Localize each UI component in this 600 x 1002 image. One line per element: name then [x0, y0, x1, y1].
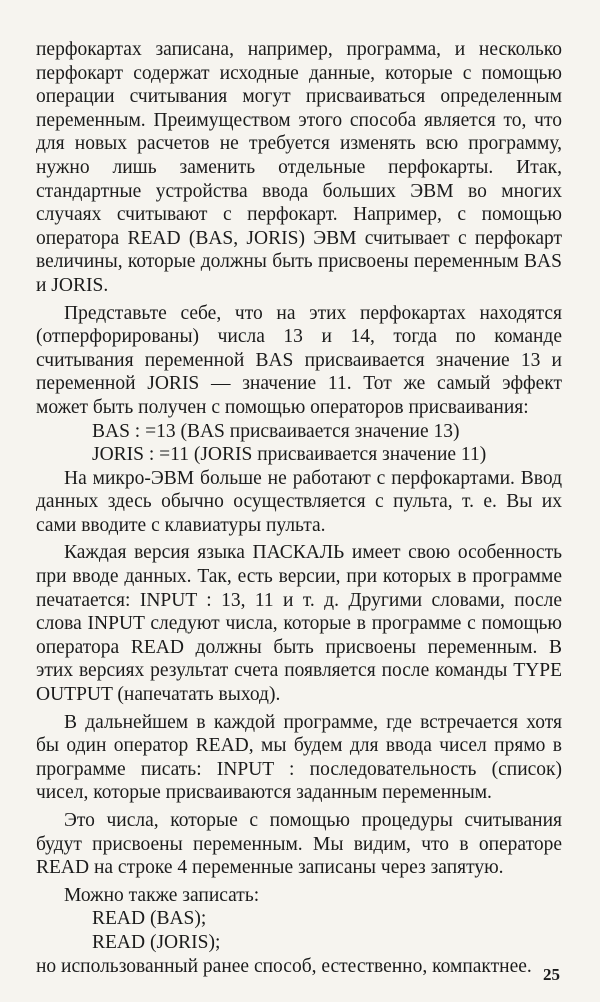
paragraph: Это числа, которые с помощью процедуры считывания будут присвоены переменным. Мы видим, что в операторе READ на строке 4 переменные записаны через запятую. [36, 810, 562, 879]
paragraph: Каждая версия языка ПАСКАЛЬ имеет свою особенность при вводе данных. Так, есть версии, при которых в программе печатается: INPUT : 13, 11 и т. д. Другими словами, после слова INPUT следуют числа, которые в программе с помощью оператора READ должны быть присвоены переменным. В этих версиях результат счета появляется после команды TYPE OUTPUT (напечатать выход). [36, 542, 562, 706]
paragraph: перфокартах записана, например, программа, и несколько перфокарт содержат исходные данные, которые с помощью операции считывания могут присваиваться определенным переменным. Преимуществом этого способа является то, что для новых расчетов не требуется изменять всю программу, нужно лишь заменить отдельные перфокарты. Итак, стандартные устройства ввода больших ЭВМ во многих случаях считывают с перфокарт. Например, с помощью оператора READ (BAS, JORIS) ЭВМ считывает с перфокарт величины, которые должны быть присвоены переменным BAS и JORIS. [36, 39, 562, 296]
code-line: READ (BAS); [92, 908, 207, 930]
body-text [36, 38, 562, 978]
page-number: 25 [543, 965, 560, 984]
code-line: JORIS : =11 (JORIS присваивается значение 11) [92, 444, 487, 466]
code-line: BAS : =13 (BAS присваивается значение 13) [92, 420, 460, 442]
paragraph: Представьте себе, что на этих перфокартах находятся (отперфорированы) числа 13 и 14, тогда по команде считывания переменной BAS присваивается значение 13 и переменной JORIS — значение 11. Тот же самый эффект может быть получен с помощью операторов присваивания: [36, 302, 562, 418]
paragraph: но использованный ранее способ, естественно, компактнее. [36, 955, 532, 977]
paragraph: В дальнейшем в каждой программе, где встречается хотя бы один оператор READ, мы будем для ввода чисел прямо в программе писать: INPUT : последовательность (список) чисел, которые присваиваются заданным переменным. [36, 711, 562, 804]
paragraph: Можно также записать: [64, 884, 260, 906]
code-line: READ (JORIS); [92, 931, 221, 953]
paragraph: На микро-ЭВМ больше не работают с перфокартами. Ввод данных здесь обычно осуществляется с пульта, т. е. Вы их сами вводите с клавиатуры пульта. [36, 467, 562, 536]
